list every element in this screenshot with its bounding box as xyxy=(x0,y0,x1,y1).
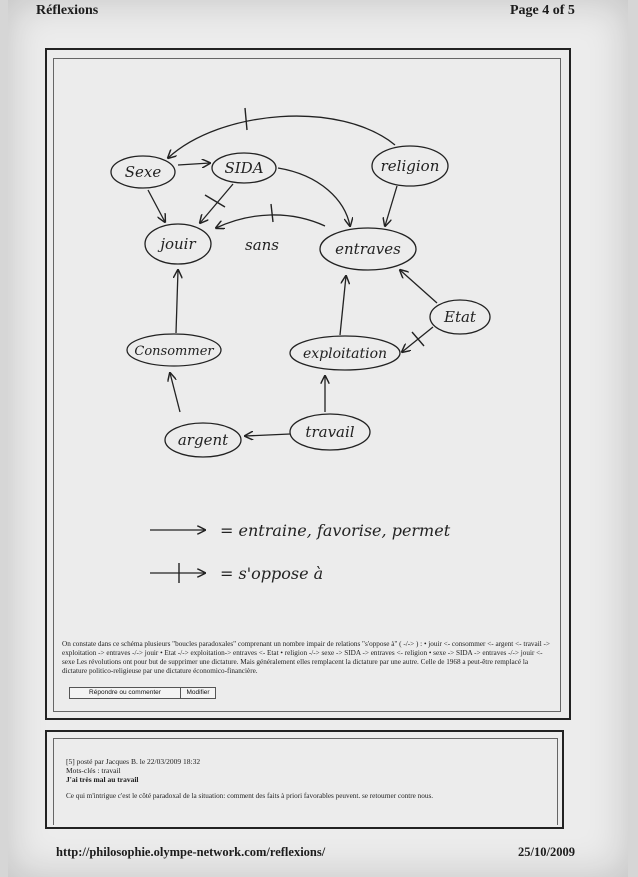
footer-url: http://philosophie.olympe-network.com/reflexions/ xyxy=(56,845,326,859)
header-page-number: Page 4 of 5 xyxy=(510,3,575,18)
arrow-religion-entraves xyxy=(385,186,397,226)
analysis-paragraph: On constate dans ce schéma plusieurs "boucles paradoxales" comprenant un nombre impair de relations "s'oppose à" ( -/-> ) : • jouir <- consommer <- argent <- travail -> exploitation -> entraves -/-> jouir • Etat -/-> exploitation-> entraves <- Etat • religion -/-> sexe -> SIDA -> entraves <- religion • sexe -> SIDA -> entraves -/-> jouir <- sexe Les révolutions ont pour but de supprimer une dictature. Mais généralement elles remplacent la dictature par une autre. Celle de 1968 a peut-être remplacé la dictature politico-religieuse par une dictature économico-financière. xyxy=(62,640,550,675)
node-sans: sans xyxy=(245,236,279,254)
node-argent: argent xyxy=(177,431,229,449)
bar-entraves-jouir xyxy=(271,204,273,222)
arrow-sexe-sida xyxy=(178,163,210,165)
arrow-etat-exploitation xyxy=(402,327,433,352)
arc-religion-sexe xyxy=(168,116,395,158)
comment-title: J'ai très mal au travail xyxy=(66,775,139,784)
arrow-etat-entraves xyxy=(400,270,437,303)
node-entraves: entraves xyxy=(335,240,401,258)
comment-body: Ce qui m'intrigue c'est le côté paradoxal de la situation: comment des faits à priori favorables peuvent. se retourner contre nous. xyxy=(66,792,434,800)
arrow-sexe-jouir xyxy=(148,190,165,222)
arrow-entraves-jouir xyxy=(216,215,325,228)
node-exploitation: exploitation xyxy=(302,346,388,362)
comment-meta xyxy=(66,757,200,775)
legend-arrow-meaning: = entraine, favorise, permet xyxy=(220,521,451,540)
node-religion: religion xyxy=(380,157,440,175)
comment-author-date: [5] posté par Jacques B. le 22/03/2009 18:32 xyxy=(66,757,201,766)
arrow-travail-argent xyxy=(245,434,290,436)
arrow-argent-consommer xyxy=(170,373,180,412)
node-sida: SIDA xyxy=(224,159,264,177)
reply-button[interactable]: Répondre ou commenter xyxy=(69,687,181,699)
node-travail: travail xyxy=(305,423,355,441)
header-title: Réflexions xyxy=(36,3,99,18)
node-etat: Etat xyxy=(444,308,476,326)
node-jouir: jouir xyxy=(160,235,196,253)
arrow-sida-jouir xyxy=(200,184,233,223)
modify-button[interactable]: Modifier xyxy=(180,687,216,699)
comment-keywords: Mots-clés : travail xyxy=(66,766,121,775)
legend-barred-arrow-meaning: = s'oppose à xyxy=(220,564,324,583)
node-consommer: Consommer xyxy=(134,344,214,359)
footer-date: 25/10/2009 xyxy=(518,845,575,859)
arrow-exploitation-entraves xyxy=(340,276,346,335)
node-sexe: Sexe xyxy=(124,163,162,181)
bar-religion-sexe xyxy=(245,108,247,130)
arrow-consommer-jouir xyxy=(176,270,178,333)
bar-etat-exploitation xyxy=(412,332,424,346)
arrow-sida-entraves xyxy=(278,168,350,226)
